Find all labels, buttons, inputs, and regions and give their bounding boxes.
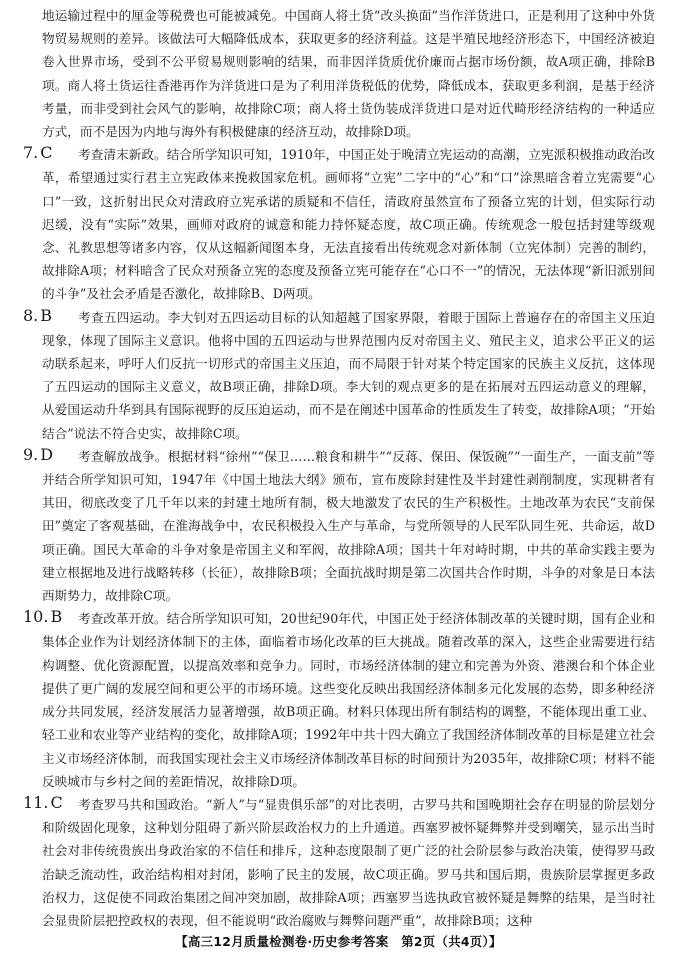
answer-item-9 (23, 444, 655, 607)
item-number: 9. (23, 444, 39, 464)
answer-item-7 (23, 143, 655, 305)
answer-document (23, 4, 655, 932)
page-footer: 【高三12月质量检测卷·历史参考答案 第2页（共4页）】 (175, 934, 502, 949)
item-label (23, 607, 63, 627)
item-label (23, 143, 55, 162)
item-explanation: 考查五四运动。李大钊对五四运动目标的认知超越了国家界限，着眼于国际上普遍存在的帝国主义压迫现象，体现了国际主义意识。他将中国的五四运动与世界范围内反对帝国主义、殖民主义，追求公平正义的运动联系起来，呼吁人们反抗一切形式的帝国主义压迫，而不局限于针对某个特定国家的民族主义反抗，这体现了五四运动的国际主义意义，故B项正确，排除D项。李大钊的观点更多的是在拓展对五四运动意义的理解，从爱国运动升华到具有国际视野的反压迫运动，而不是在阐述中国革命的性质发生了转变，故排除A项；“开始结合”说法不符合史实，故排除C项。 (42, 309, 655, 441)
item-answer: C (50, 792, 63, 812)
item-explanation: 考查清末新政。结合所学知识可知，1910年，中国正处于晚清立宪运动的高潮，立宪派积极推动政治改革，希望通过实行君主立宪政体来挽救国家危机。画师将“立宪”二字中的“心”和“口”涂黑暗含着立宪需要“心口”一致，这折射出民众对清政府立宪承诺的质疑和不信任，清政府虽然宣布了预备立宪的计划，但实际行动迟缓，没有“实际”效果，画师对政府的诚意和能力持怀疑态度，故C项正确。传统观念一般包括封建等级观念、礼教思想等诸多内容，仅从这幅新闻图本身，无法直接看出传统观念对新体制（立宪体制）完善的制约，故排除A项；材料暗含了民众对预备立宪的态度及预备立宪可能存在“心口不一”的情况，无法体现“新旧派别间的斗争”及社会矛盾是否激化，故排除B、D两项。 (42, 147, 655, 302)
answer-item-10 (23, 607, 655, 793)
item-label (23, 306, 55, 325)
item-explanation: 考查罗马共和国政治。“新人”与“显贵俱乐部”的对比表明，古罗马共和国晚期社会存在明显的阶层划分和阶级固化现象，这种划分阻碍了新兴阶层政治权力的上升通道。西塞罗被怀疑舞弊并受到嘲笑，显示出当时社会对非传统贵族出身政治家的不信任和排斥，这种态度限制了更广泛的社会阶层参与政治决策，使得罗马政治缺乏流动性，政治结构相对封闭，影响了民主的发展，故C项正确。罗马共和国后期，贵族阶层掌握更多政治权力，这促使不同政治集团之间冲突加剧，故排除A项；西塞罗当选执政官被怀疑是舞弊的结果，是当时社会显贵阶层把控政权的表现，但不能说明“政治腐败与舞弊问题严重”，故排除B项；这种 (42, 796, 655, 928)
item-number: 10. (23, 607, 49, 627)
item-number: 8. (23, 305, 39, 325)
item-answer: B (40, 305, 53, 325)
item-answer: B (50, 607, 63, 627)
item-number: 11. (23, 792, 49, 812)
item-explanation: 考查改革开放。结合所学知识可知，20世纪90年代，中国正处于经济体制改革的关键时期，国有企业和集体企业作为计划经济体制下的主体，面临着市场化改革的巨大挑战。随着改革的深入，这些企业需要进行结构调整、优化资源配置，以提高效率和竞争力。同时，市场经济体制的建立和完善为外资、港澳台和个体企业提供了更广阔的发展空间和更公平的市场环境。这些变化反映出我国经济体制多元化发展的态势，即多种经济成分共同发展，经济发展活力显著增强，故B项正确。材料只体现出所有制结构的调整，不能体现出重工业、轻工业和农业等产业结构的变化，故排除A项；1992年中共十四大确立了我国经济体制改革的目标是建立社会主义市场经济体制，而我国实现社会主义市场经济体制改革目标的时间预计为2035年，故排除C项；材料不能反映城市与乡村之间的差距情况，故排除D项。 (42, 611, 655, 789)
item-number: 7. (23, 143, 39, 163)
intro-paragraph: 地运输过程中的厘金等税费也可能被减免。中国商人将土货“改头换面”当作洋货进口，正是利用了这种中外货物贸易规则的差异。该做法可大幅降低成本，获取更多的经济利益。这是半殖民地经济形态下，中国经济被迫卷入世界市场，受到不公平贸易规则影响的结果，而非因洋货质优价廉而占据市场份额，故A项正确，排除B项。商人将土货运往香港再作为洋货进口是为了利用洋货税低的优势，降低成本，获取更多利润，是基于经济考量，而非受到社会风气的影响，故排除C项；商人将土货伪装成洋货进口是对近代畸形经济结构的一种适应方式，而不是因为内地与海外有积极健康的经济互动，故排除D项。 (42, 8, 655, 140)
item-answer: C (40, 143, 53, 163)
answer-item-11 (23, 792, 655, 932)
item-explanation: 考查解放战争。根据材料“徐州”“保卫……粮食和耕牛”“反蒋、保田、保饭碗”“一面生产，一面支前”等并结合所学知识可知，1947年《中国土地法大纲》颁布，宣布废除封建性及半封建性剥削制度，实现耕者有其田，彻底改变了几千年以来的封建土地所有制，极大地激发了农民的生产积极性。土地改革为农民“支前保田”奠定了客观基础，在淮海战争中，农民积极投入生产与革命，与党所领导的人民军队同生死、共命运，故D项正确。国民大革命的斗争对象是帝国主义和军阀，故排除A项；国共十年对峙时期，中共的革命实践主要为建立根据地及进行战略转移（长征），故排除B项；全面抗战时期是第二次国共合作时期，斗争的对象是日本法西斯势力，故排除C项。 (42, 448, 655, 604)
item-answer: D (40, 444, 54, 464)
answer-item-8 (23, 305, 655, 445)
item-label (23, 445, 55, 464)
item-label (23, 792, 63, 812)
